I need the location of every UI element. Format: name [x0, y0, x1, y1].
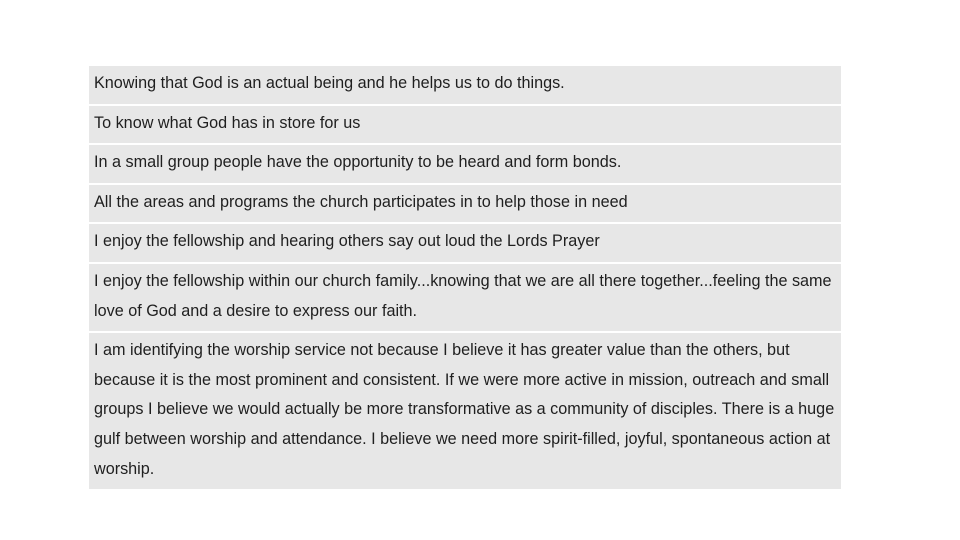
table-row: All the areas and programs the church participates in to help those in need — [89, 185, 841, 225]
table-row: Knowing that God is an actual being and he helps us to do things. — [89, 66, 841, 106]
table-row: I enjoy the fellowship and hearing others say out loud the Lords Prayer — [89, 224, 841, 264]
table-row: I enjoy the fellowship within our church family...knowing that we are all there together...feeling the same love of God and a desire to express our faith. — [89, 264, 841, 333]
table-row: I am identifying the worship service not because I believe it has greater value than the others, but because it is the most prominent and consistent. If we were more active in mission, outreach and small groups I believe we would actually be more transformative as a community of disciples. There is a huge gulf between worship and attendance. I believe we need more spirit-filled, joyful, spontaneous action at worship. — [89, 333, 841, 489]
table-row: In a small group people have the opportunity to be heard and form bonds. — [89, 145, 841, 185]
response-table — [89, 66, 841, 489]
table-row: To know what God has in store for us — [89, 106, 841, 146]
